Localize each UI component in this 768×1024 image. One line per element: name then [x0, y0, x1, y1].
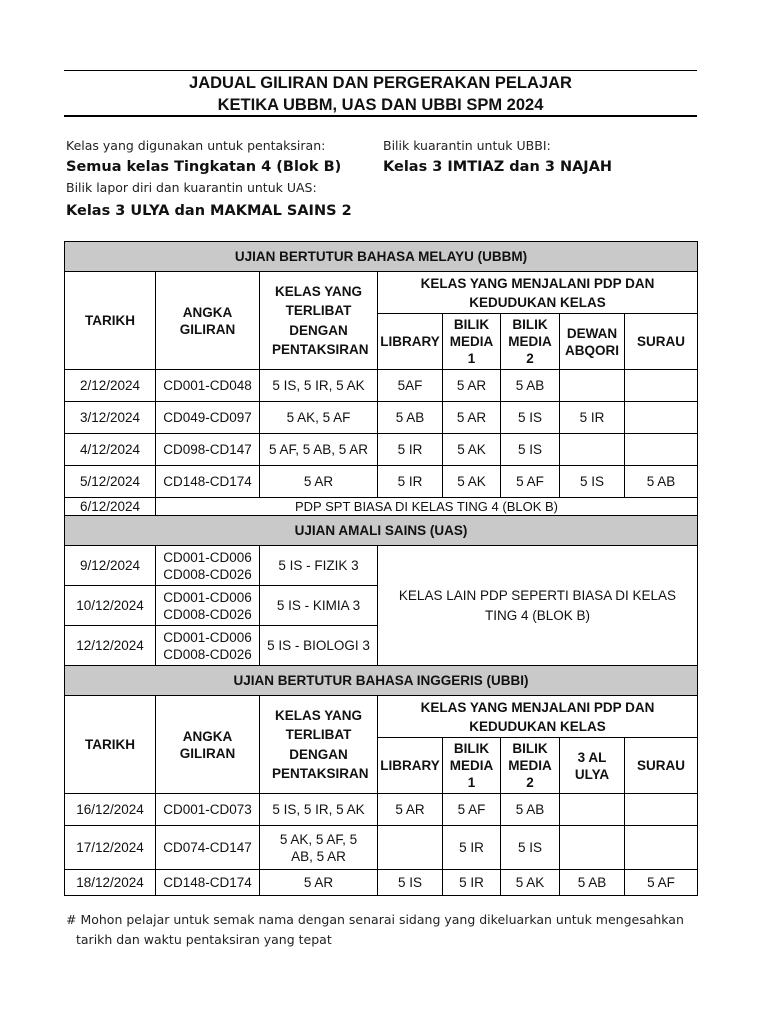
- cell-surau: [625, 434, 698, 466]
- angka-line: CD001-CD006: [163, 549, 252, 565]
- cell-surau: [625, 402, 698, 434]
- cell-dewan: 5 IR: [560, 402, 625, 434]
- ubbi-col-tarikh: TARIKH: [65, 696, 156, 794]
- cell-tarikh: 4/12/2024: [65, 434, 156, 466]
- table-row: [65, 826, 698, 870]
- footnote: [66, 910, 684, 950]
- ubbi-col-group: KELAS YANG MENJALANI PDP DAN KEDUDUKAN KELAS: [378, 696, 698, 738]
- table-row: [65, 498, 698, 516]
- ubbi-col-alulya: 3 AL ULYA: [560, 738, 625, 794]
- cell-library: 5AF: [378, 370, 443, 402]
- cell-angka: CD148-CD174: [156, 870, 260, 896]
- cell-angka: [156, 546, 260, 586]
- cell-pdp-note: PDP SPT BIASA DI KELAS TING 4 (BLOK B): [156, 498, 698, 516]
- cell-kelas: 5 AK, 5 AF, 5 AB, 5 AR: [260, 826, 378, 870]
- cell-media2: 5 AB: [501, 370, 560, 402]
- info-value-ubbi-room: Kelas 3 IMTIAZ dan 3 NAJAH: [383, 159, 613, 175]
- ubbm-col-library: LIBRARY: [378, 314, 443, 370]
- cell-surau: 5 AB: [625, 466, 698, 498]
- cell-angka: CD148-CD174: [156, 466, 260, 498]
- cell-media1: 5 AK: [443, 434, 501, 466]
- cell-dewan: [560, 434, 625, 466]
- table-row: [65, 466, 698, 498]
- cell-library: 5 AB: [378, 402, 443, 434]
- cell-tarikh: 16/12/2024: [65, 794, 156, 826]
- title-line-1: JADUAL GILIRAN DAN PERGERAKAN PELAJAR: [189, 74, 572, 92]
- cell-tarikh: 5/12/2024: [65, 466, 156, 498]
- ubbi-col-media2: BILIK MEDIA 2: [501, 738, 560, 794]
- cell-library: 5 IS: [378, 870, 443, 896]
- ubbi-col-surau: SURAU: [625, 738, 698, 794]
- cell-media1: 5 AF: [443, 794, 501, 826]
- angka-line: CD001-CD006: [163, 589, 252, 605]
- info-value-uas-room: Kelas 3 ULYA dan MAKMAL SAINS 2: [66, 203, 352, 219]
- table-row: [65, 870, 698, 896]
- cell-dewan: 5 IS: [560, 466, 625, 498]
- cell-surau: [625, 370, 698, 402]
- cell-library: 5 IR: [378, 466, 443, 498]
- cell-dewan: [560, 370, 625, 402]
- cell-subjek: 5 IS - BIOLOGI 3: [260, 626, 378, 666]
- ubbm-title: UJIAN BERTUTUR BAHASA MELAYU (UBBM): [65, 242, 698, 272]
- ubbi-section-header: [65, 666, 698, 696]
- schedule-table: [64, 241, 698, 896]
- cell-angka: CD001-CD073: [156, 794, 260, 826]
- cell-media2: 5 IS: [501, 402, 560, 434]
- angka-line: CD008-CD026: [163, 566, 252, 582]
- angka-line: CD008-CD026: [163, 646, 252, 662]
- ubbi-col-angka: ANGKA GILIRAN: [156, 696, 260, 794]
- ubbm-header-row: [65, 272, 698, 314]
- cell-tarikh: 6/12/2024: [65, 498, 156, 516]
- cell-kelas: 5 IS, 5 IR, 5 AK: [260, 370, 378, 402]
- ubbi-col-library: LIBRARY: [378, 738, 443, 794]
- cell-media2: 5 AF: [501, 466, 560, 498]
- top-rule: [64, 70, 697, 71]
- cell-tarikh: 12/12/2024: [65, 626, 156, 666]
- cell-kelas: 5 AR: [260, 870, 378, 896]
- cell-media1: 5 IR: [443, 870, 501, 896]
- page-title: [64, 72, 697, 116]
- ubbm-col-kelas: KELAS YANG TERLIBAT DENGAN PENTAKSIRAN: [260, 272, 378, 370]
- angka-line: CD008-CD026: [163, 606, 252, 622]
- uas-section-header: [65, 516, 698, 546]
- cell-tarikh: 2/12/2024: [65, 370, 156, 402]
- cell-tarikh: 17/12/2024: [65, 826, 156, 870]
- title-rule: [64, 115, 697, 117]
- cell-tarikh: 3/12/2024: [65, 402, 156, 434]
- cell-angka: CD098-CD147: [156, 434, 260, 466]
- cell-media2: 5 IS: [501, 826, 560, 870]
- table-row: [65, 794, 698, 826]
- ubbm-col-surau: SURAU: [625, 314, 698, 370]
- title-line-2: KETIKA UBBM, UAS DAN UBBI SPM 2024: [217, 96, 544, 114]
- cell-media1: 5 AK: [443, 466, 501, 498]
- cell-media2: 5 AK: [501, 870, 560, 896]
- cell-media2: 5 AB: [501, 794, 560, 826]
- cell-alulya: [560, 826, 625, 870]
- info-label-ubbi-room: Bilik kuarantin untuk UBBI:: [383, 138, 551, 153]
- cell-alulya: 5 AB: [560, 870, 625, 896]
- cell-library: 5 IR: [378, 434, 443, 466]
- cell-alulya: [560, 794, 625, 826]
- cell-tarikh: 18/12/2024: [65, 870, 156, 896]
- cell-tarikh: 9/12/2024: [65, 546, 156, 586]
- ubbi-col-media1: BILIK MEDIA 1: [443, 738, 501, 794]
- ubbi-title: UJIAN BERTUTUR BAHASA INGGERIS (UBBI): [65, 666, 698, 696]
- ubbm-col-group: KELAS YANG MENJALANI PDP DAN KEDUDUKAN KELAS: [378, 272, 698, 314]
- cell-kelas: 5 AK, 5 AF: [260, 402, 378, 434]
- ubbm-col-media1: BILIK MEDIA 1: [443, 314, 501, 370]
- cell-surau: 5 AF: [625, 870, 698, 896]
- footnote-line-1: # Mohon pelajar untuk semak nama dengan senarai sidang yang dikeluarkan untuk mengesahkan: [66, 912, 684, 927]
- cell-subjek: 5 IS - FIZIK 3: [260, 546, 378, 586]
- info-value-classes: Semua kelas Tingkatan 4 (Blok B): [66, 159, 342, 175]
- info-right: [383, 138, 612, 178]
- angka-line: CD001-CD006: [163, 629, 252, 645]
- cell-subjek: 5 IS - KIMIA 3: [260, 586, 378, 626]
- ubbm-col-tarikh: TARIKH: [65, 272, 156, 370]
- cell-surau: [625, 826, 698, 870]
- ubbm-col-angka: ANGKA GILIRAN: [156, 272, 260, 370]
- table-row: [65, 546, 698, 586]
- footnote-line-2: tarikh dan waktu pentaksiran yang tepat: [76, 932, 332, 947]
- info-label-uas-room: Bilik lapor diri dan kuarantin untuk UAS:: [66, 180, 317, 195]
- cell-media1: 5 IR: [443, 826, 501, 870]
- cell-library: 5 AR: [378, 794, 443, 826]
- cell-kelas: 5 AF, 5 AB, 5 AR: [260, 434, 378, 466]
- uas-note-cell: KELAS LAIN PDP SEPERTI BIASA DI KELAS TING 4 (BLOK B): [378, 546, 698, 666]
- info-label-classes: Kelas yang digunakan untuk pentaksiran:: [66, 138, 326, 153]
- cell-kelas: 5 IS, 5 IR, 5 AK: [260, 794, 378, 826]
- cell-media1: 5 AR: [443, 370, 501, 402]
- cell-media2: 5 IS: [501, 434, 560, 466]
- info-left: [66, 138, 352, 222]
- cell-media1: 5 AR: [443, 402, 501, 434]
- ubbm-col-media2: BILIK MEDIA 2: [501, 314, 560, 370]
- ubbi-header-row: [65, 696, 698, 738]
- ubbm-col-dewan: DEWAN ABQORI: [560, 314, 625, 370]
- ubbi-col-kelas: KELAS YANG TERLIBAT DENGAN PENTAKSIRAN: [260, 696, 378, 794]
- table-row: [65, 402, 698, 434]
- table-row: [65, 370, 698, 402]
- cell-angka: CD049-CD097: [156, 402, 260, 434]
- uas-title: UJIAN AMALI SAINS (UAS): [65, 516, 698, 546]
- cell-tarikh: 10/12/2024: [65, 586, 156, 626]
- ubbm-section-header: [65, 242, 698, 272]
- cell-angka: CD074-CD147: [156, 826, 260, 870]
- cell-library: [378, 826, 443, 870]
- cell-angka: [156, 626, 260, 666]
- cell-kelas: 5 AR: [260, 466, 378, 498]
- table-row: [65, 434, 698, 466]
- cell-angka: [156, 586, 260, 626]
- cell-angka: CD001-CD048: [156, 370, 260, 402]
- cell-surau: [625, 794, 698, 826]
